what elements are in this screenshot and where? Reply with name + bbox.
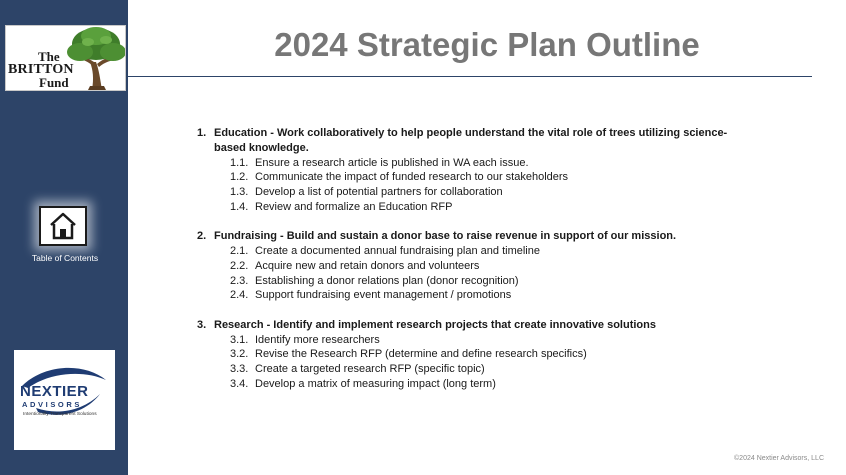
nextier-advisors-logo [14,350,115,450]
tagline-text: Intentionally Transparent Solutions [23,412,97,417]
item-text: Develop a matrix of measuring impact (long term) [255,377,496,390]
section-number: 1. [197,127,207,139]
section-research [197,318,757,392]
list-item [197,185,757,200]
logo-britton-text: BRITTON [8,62,74,77]
plan-outline [197,126,757,406]
list-item [197,244,757,259]
section-fundraising [197,229,757,303]
item-text: Develop a list of potential partners for collaboration [255,186,503,199]
logo-fund-text: Fund [39,75,69,90]
copyright-notice: ©2024 Nextier Advisors, LLC [734,455,824,462]
item-text: Ensure a research article is published in WA each issue. [255,156,529,169]
item-number: 2.4. [230,289,249,302]
item-text: Review and formalize an Education RFP [255,200,453,213]
section-heading [197,229,757,244]
section-education [197,126,757,215]
list-item [197,274,757,289]
britton-fund-logo [5,25,126,91]
list-item [197,362,757,377]
item-number: 1.4. [230,200,249,213]
section-number: 2. [197,230,207,243]
list-item [197,347,757,362]
table-of-contents-link[interactable] [18,196,112,270]
home-icon [48,211,78,241]
section-heading [197,318,757,333]
logo-the-text: The [38,49,60,64]
nextier-text: NEXTIER [20,383,89,400]
item-number: 1.3. [230,186,249,199]
section-heading-text: Research - Identify and implement research projects that create innovative solutions [214,318,656,331]
list-item [197,333,757,348]
list-item [197,170,757,185]
item-number: 2.1. [230,245,249,258]
list-item [197,259,757,274]
section-heading [197,126,757,156]
item-text: Create a targeted research RFP (specific topic) [255,363,485,376]
item-text: Revise the Research RFP (determine and define research specifics) [255,348,587,361]
list-item [197,288,757,303]
list-item [197,377,757,392]
sidebar [0,0,128,475]
list-item [197,200,757,215]
item-text: Communicate the impact of funded research to our stakeholders [255,171,569,184]
page-title: 2024 Strategic Plan Outline [274,26,700,63]
title-divider [128,76,812,77]
item-number: 2.3. [230,274,249,287]
item-text: Identify more researchers [255,333,380,346]
item-text: Acquire new and retain donors and volunteers [255,259,480,272]
item-number: 3.4. [230,377,249,390]
section-heading-text: Fundraising - Build and sustain a donor base to raise revenue in support of our mission. [214,230,677,243]
item-number: 3.1. [230,333,249,346]
tree-icon [66,26,126,91]
item-number: 3.3. [230,363,249,376]
section-number: 3. [197,318,207,331]
section-heading-text: Education - Work collaboratively to help people understand the vital role of trees utilizing science-based knowledge. [214,127,728,154]
item-text: Support fundraising event management / promotions [255,289,512,302]
item-text: Establishing a donor relations plan (donor recognition) [255,274,519,287]
item-text: Create a documented annual fundraising plan and timeline [255,245,540,258]
toc-label[interactable]: Table of Contents [31,253,99,263]
item-number: 2.2. [230,259,249,272]
item-number: 1.2. [230,171,249,184]
advisors-text: ADVISORS [22,400,82,409]
home-button[interactable] [39,206,87,246]
item-number: 1.1. [230,156,249,169]
list-item [197,156,757,171]
item-number: 3.2. [230,348,249,361]
